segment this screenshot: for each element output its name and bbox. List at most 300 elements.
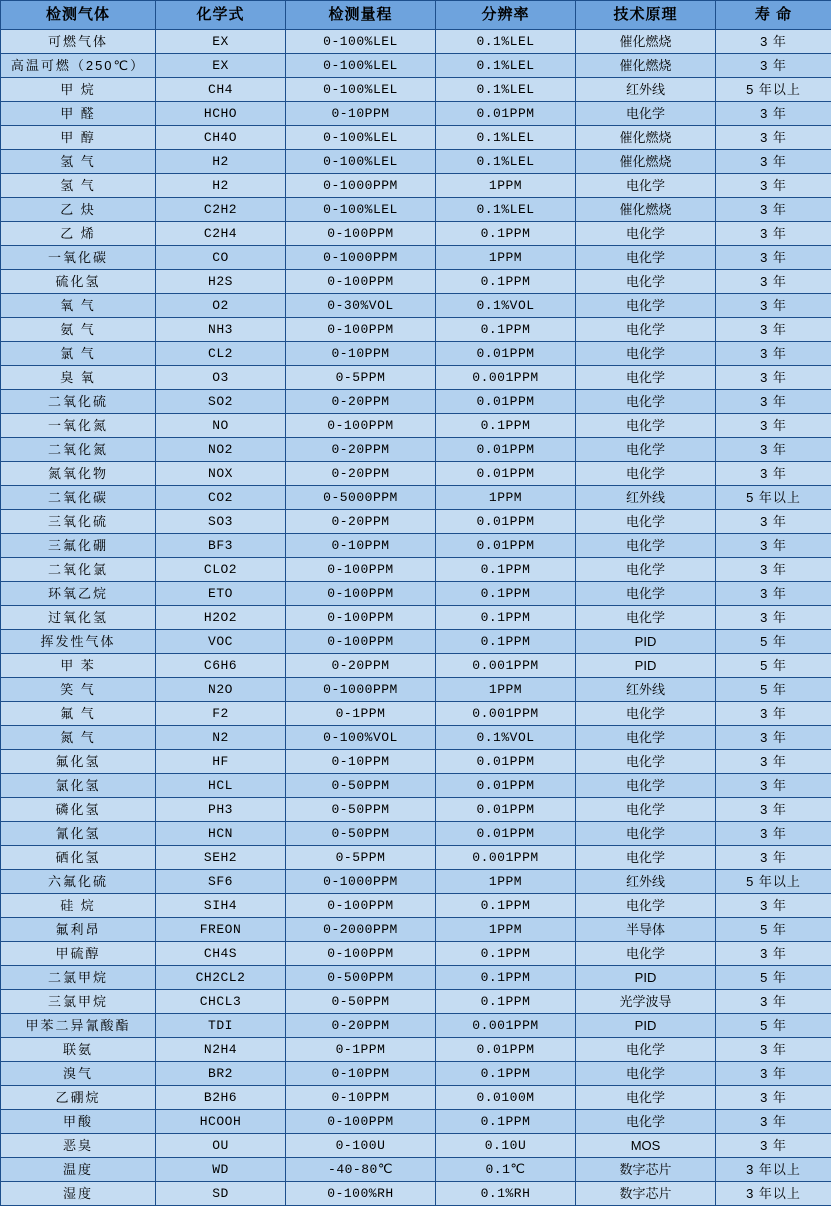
cell-gas: 氮 气 [1, 726, 156, 750]
table-row [1, 294, 831, 318]
cell-formula: C2H4 [156, 222, 286, 246]
cell-range: 0-100PPM [286, 630, 436, 654]
cell-principle: 电化学 [576, 942, 716, 966]
cell-gas: 挥发性气体 [1, 630, 156, 654]
table-row [1, 1038, 831, 1062]
cell-principle: 半导体 [576, 918, 716, 942]
cell-range: 0-10PPM [286, 342, 436, 366]
cell-gas: 氟化氢 [1, 750, 156, 774]
cell-resolution: 0.1%LEL [436, 150, 576, 174]
cell-resolution: 0.01PPM [436, 390, 576, 414]
table-row [1, 126, 831, 150]
cell-principle: 电化学 [576, 894, 716, 918]
cell-principle: 电化学 [576, 702, 716, 726]
cell-resolution: 0.1%VOL [436, 726, 576, 750]
cell-lifetime: 3 年 [716, 942, 831, 966]
cell-principle: 红外线 [576, 486, 716, 510]
cell-principle: 电化学 [576, 750, 716, 774]
cell-range: 0-10PPM [286, 534, 436, 558]
cell-lifetime: 5 年 [716, 678, 831, 702]
table-row [1, 1110, 831, 1134]
cell-formula: VOC [156, 630, 286, 654]
cell-resolution: 0.01PPM [436, 750, 576, 774]
cell-gas: 氰化氢 [1, 822, 156, 846]
cell-range: 0-20PPM [286, 462, 436, 486]
table-body [1, 30, 831, 1206]
cell-lifetime: 3 年 [716, 126, 831, 150]
cell-range: 0-1PPM [286, 702, 436, 726]
table-row [1, 894, 831, 918]
cell-formula: H2 [156, 174, 286, 198]
cell-formula: B2H6 [156, 1086, 286, 1110]
table-row [1, 174, 831, 198]
cell-resolution: 0.1PPM [436, 1110, 576, 1134]
cell-range: 0-10PPM [286, 1062, 436, 1086]
cell-lifetime: 3 年 [716, 534, 831, 558]
cell-gas: 联氨 [1, 1038, 156, 1062]
cell-resolution: 0.001PPM [436, 654, 576, 678]
cell-formula: CH4 [156, 78, 286, 102]
cell-principle: PID [576, 630, 716, 654]
cell-formula: O3 [156, 366, 286, 390]
cell-principle: 电化学 [576, 1062, 716, 1086]
table-row [1, 1014, 831, 1038]
table-row [1, 582, 831, 606]
cell-gas: 氢 气 [1, 150, 156, 174]
cell-range: 0-1000PPM [286, 870, 436, 894]
cell-range: 0-100%LEL [286, 150, 436, 174]
table-row [1, 918, 831, 942]
cell-principle: 电化学 [576, 726, 716, 750]
cell-resolution: 0.0100M [436, 1086, 576, 1110]
cell-range: 0-500PPM [286, 966, 436, 990]
cell-gas: 恶臭 [1, 1134, 156, 1158]
cell-principle: 电化学 [576, 1086, 716, 1110]
cell-formula: SF6 [156, 870, 286, 894]
table-row [1, 798, 831, 822]
cell-formula: CO [156, 246, 286, 270]
table-row [1, 822, 831, 846]
cell-principle: 数字芯片 [576, 1182, 716, 1206]
cell-range: 0-20PPM [286, 654, 436, 678]
cell-formula: HCL [156, 774, 286, 798]
cell-principle: 电化学 [576, 774, 716, 798]
cell-resolution: 0.10U [436, 1134, 576, 1158]
cell-formula: N2O [156, 678, 286, 702]
cell-gas: 一氧化碳 [1, 246, 156, 270]
cell-gas: 氯 气 [1, 342, 156, 366]
cell-formula: CH4S [156, 942, 286, 966]
cell-range: 0-10PPM [286, 750, 436, 774]
table-row [1, 342, 831, 366]
cell-principle: 电化学 [576, 102, 716, 126]
cell-range: 0-50PPM [286, 990, 436, 1014]
cell-range: 0-100PPM [286, 942, 436, 966]
cell-gas: 乙 炔 [1, 198, 156, 222]
cell-range: 0-100%LEL [286, 78, 436, 102]
cell-range: 0-100PPM [286, 1110, 436, 1134]
cell-gas: 硫化氢 [1, 270, 156, 294]
cell-lifetime: 3 年 [716, 414, 831, 438]
table-row [1, 654, 831, 678]
cell-gas: 二氧化氯 [1, 558, 156, 582]
cell-formula: TDI [156, 1014, 286, 1038]
cell-range: 0-100PPM [286, 318, 436, 342]
cell-range: 0-100PPM [286, 582, 436, 606]
cell-principle: 红外线 [576, 78, 716, 102]
cell-formula: BR2 [156, 1062, 286, 1086]
cell-gas: 氯化氢 [1, 774, 156, 798]
cell-lifetime: 3 年 [716, 222, 831, 246]
table-row [1, 966, 831, 990]
cell-resolution: 0.01PPM [436, 342, 576, 366]
cell-resolution: 0.1PPM [436, 966, 576, 990]
cell-gas: 过氧化氢 [1, 606, 156, 630]
cell-formula: HCN [156, 822, 286, 846]
cell-gas: 湿度 [1, 1182, 156, 1206]
cell-lifetime: 3 年 [716, 582, 831, 606]
table-row [1, 606, 831, 630]
cell-lifetime: 3 年 [716, 174, 831, 198]
table-row [1, 702, 831, 726]
cell-range: 0-100%RH [286, 1182, 436, 1206]
cell-gas: 甲苯二异氰酸酯 [1, 1014, 156, 1038]
table-row [1, 750, 831, 774]
cell-lifetime: 3 年 [716, 510, 831, 534]
cell-formula: H2S [156, 270, 286, 294]
cell-principle: 催化燃烧 [576, 198, 716, 222]
cell-principle: 电化学 [576, 510, 716, 534]
cell-gas: 二氧化硫 [1, 390, 156, 414]
cell-gas: 高温可燃（250℃） [1, 54, 156, 78]
table-row [1, 366, 831, 390]
cell-range: 0-10PPM [286, 102, 436, 126]
table-row [1, 54, 831, 78]
cell-formula: FREON [156, 918, 286, 942]
table-row [1, 486, 831, 510]
cell-range: 0-100%LEL [286, 54, 436, 78]
cell-principle: PID [576, 966, 716, 990]
cell-range: 0-5PPM [286, 846, 436, 870]
cell-formula: C6H6 [156, 654, 286, 678]
cell-formula: SO3 [156, 510, 286, 534]
cell-range: 0-50PPM [286, 774, 436, 798]
cell-formula: SO2 [156, 390, 286, 414]
cell-principle: 催化燃烧 [576, 150, 716, 174]
cell-lifetime: 5 年 [716, 654, 831, 678]
cell-range: 0-2000PPM [286, 918, 436, 942]
cell-lifetime: 3 年 [716, 702, 831, 726]
cell-gas: 二氧化碳 [1, 486, 156, 510]
cell-principle: 电化学 [576, 822, 716, 846]
cell-range: 0-1000PPM [286, 174, 436, 198]
cell-principle: 催化燃烧 [576, 30, 716, 54]
cell-formula: BF3 [156, 534, 286, 558]
cell-range: 0-100PPM [286, 558, 436, 582]
cell-principle: 电化学 [576, 414, 716, 438]
cell-range: 0-50PPM [286, 822, 436, 846]
table-row [1, 78, 831, 102]
cell-lifetime: 5 年 [716, 630, 831, 654]
cell-resolution: 0.1℃ [436, 1158, 576, 1182]
column-header-gas: 检测气体 [1, 1, 156, 30]
cell-resolution: 0.001PPM [436, 366, 576, 390]
table-row [1, 870, 831, 894]
table-row [1, 678, 831, 702]
cell-resolution: 0.1%LEL [436, 78, 576, 102]
cell-principle: 电化学 [576, 582, 716, 606]
table-header-row [1, 1, 831, 30]
table-row [1, 1134, 831, 1158]
cell-range: 0-100U [286, 1134, 436, 1158]
table-row [1, 846, 831, 870]
cell-formula: EX [156, 30, 286, 54]
cell-gas: 氟利昂 [1, 918, 156, 942]
table-row [1, 558, 831, 582]
cell-range: 0-100PPM [286, 894, 436, 918]
table-row [1, 774, 831, 798]
cell-formula: CH2CL2 [156, 966, 286, 990]
cell-principle: 电化学 [576, 270, 716, 294]
cell-resolution: 0.1%LEL [436, 126, 576, 150]
column-header-lifetime: 寿 命 [716, 1, 831, 30]
cell-resolution: 0.1PPM [436, 582, 576, 606]
cell-resolution: 0.1%RH [436, 1182, 576, 1206]
cell-formula: NOX [156, 462, 286, 486]
cell-gas: 氟 气 [1, 702, 156, 726]
cell-principle: 电化学 [576, 174, 716, 198]
table-row [1, 270, 831, 294]
cell-resolution: 0.1PPM [436, 318, 576, 342]
table-row [1, 630, 831, 654]
cell-gas: 甲 苯 [1, 654, 156, 678]
cell-gas: 溴气 [1, 1062, 156, 1086]
cell-range: 0-20PPM [286, 438, 436, 462]
table-row [1, 414, 831, 438]
cell-formula: HCOOH [156, 1110, 286, 1134]
cell-resolution: 0.1%LEL [436, 30, 576, 54]
cell-lifetime: 3 年以上 [716, 1182, 831, 1206]
cell-principle: 数字芯片 [576, 1158, 716, 1182]
cell-principle: 电化学 [576, 222, 716, 246]
cell-lifetime: 3 年 [716, 294, 831, 318]
cell-formula: SEH2 [156, 846, 286, 870]
cell-resolution: 0.01PPM [436, 774, 576, 798]
cell-lifetime: 3 年 [716, 270, 831, 294]
cell-range: -40-80℃ [286, 1158, 436, 1182]
cell-range: 0-5000PPM [286, 486, 436, 510]
cell-resolution: 0.1%LEL [436, 198, 576, 222]
cell-range: 0-100PPM [286, 270, 436, 294]
cell-lifetime: 3 年 [716, 1038, 831, 1062]
cell-lifetime: 3 年 [716, 822, 831, 846]
cell-gas: 甲 烷 [1, 78, 156, 102]
cell-principle: 电化学 [576, 294, 716, 318]
table-row [1, 942, 831, 966]
cell-resolution: 0.01PPM [436, 462, 576, 486]
cell-gas: 甲硫醇 [1, 942, 156, 966]
cell-gas: 三氟化硼 [1, 534, 156, 558]
table-row [1, 390, 831, 414]
cell-range: 0-100%LEL [286, 30, 436, 54]
cell-gas: 可燃气体 [1, 30, 156, 54]
cell-gas: 三氯甲烷 [1, 990, 156, 1014]
table-row [1, 1086, 831, 1110]
cell-range: 0-100PPM [286, 606, 436, 630]
table-row [1, 726, 831, 750]
cell-principle: 电化学 [576, 318, 716, 342]
cell-principle: 电化学 [576, 462, 716, 486]
cell-resolution: 1PPM [436, 918, 576, 942]
cell-principle: 电化学 [576, 342, 716, 366]
cell-principle: 电化学 [576, 558, 716, 582]
cell-range: 0-20PPM [286, 1014, 436, 1038]
cell-principle: 电化学 [576, 438, 716, 462]
cell-lifetime: 3 年 [716, 438, 831, 462]
cell-resolution: 1PPM [436, 174, 576, 198]
cell-formula: F2 [156, 702, 286, 726]
column-header-formula: 化学式 [156, 1, 286, 30]
table-header [1, 1, 831, 30]
cell-range: 0-100%LEL [286, 126, 436, 150]
cell-gas: 温度 [1, 1158, 156, 1182]
cell-gas: 硒化氢 [1, 846, 156, 870]
cell-gas: 三氧化硫 [1, 510, 156, 534]
cell-range: 0-1000PPM [286, 246, 436, 270]
cell-lifetime: 5 年 [716, 966, 831, 990]
cell-gas: 二氧化氮 [1, 438, 156, 462]
cell-formula: N2H4 [156, 1038, 286, 1062]
cell-lifetime: 3 年 [716, 1062, 831, 1086]
cell-gas: 氮氧化物 [1, 462, 156, 486]
cell-lifetime: 3 年 [716, 198, 831, 222]
cell-lifetime: 5 年以上 [716, 486, 831, 510]
cell-formula: HF [156, 750, 286, 774]
cell-formula: C2H2 [156, 198, 286, 222]
table-row [1, 462, 831, 486]
cell-formula: NO2 [156, 438, 286, 462]
cell-formula: H2O2 [156, 606, 286, 630]
cell-lifetime: 3 年 [716, 462, 831, 486]
cell-principle: PID [576, 654, 716, 678]
cell-formula: CLO2 [156, 558, 286, 582]
cell-lifetime: 5 年 [716, 918, 831, 942]
cell-lifetime: 3 年 [716, 150, 831, 174]
cell-formula: CH4O [156, 126, 286, 150]
cell-resolution: 0.1PPM [436, 942, 576, 966]
cell-lifetime: 3 年 [716, 1134, 831, 1158]
cell-resolution: 0.1%LEL [436, 54, 576, 78]
cell-range: 0-100%VOL [286, 726, 436, 750]
cell-lifetime: 3 年 [716, 798, 831, 822]
cell-resolution: 0.1PPM [436, 270, 576, 294]
cell-range: 0-1PPM [286, 1038, 436, 1062]
cell-gas: 臭 氧 [1, 366, 156, 390]
table-row [1, 534, 831, 558]
cell-gas: 甲酸 [1, 1110, 156, 1134]
cell-lifetime: 3 年 [716, 558, 831, 582]
cell-principle: 红外线 [576, 678, 716, 702]
cell-gas: 环氧乙烷 [1, 582, 156, 606]
cell-resolution: 0.1PPM [436, 990, 576, 1014]
table-row [1, 150, 831, 174]
cell-range: 0-20PPM [286, 390, 436, 414]
cell-resolution: 1PPM [436, 678, 576, 702]
cell-lifetime: 3 年 [716, 342, 831, 366]
cell-resolution: 0.1PPM [436, 222, 576, 246]
cell-lifetime: 3 年 [716, 990, 831, 1014]
cell-resolution: 0.001PPM [436, 846, 576, 870]
cell-resolution: 1PPM [436, 870, 576, 894]
cell-lifetime: 3 年 [716, 606, 831, 630]
table-row [1, 438, 831, 462]
cell-lifetime: 3 年 [716, 750, 831, 774]
cell-gas: 乙硼烷 [1, 1086, 156, 1110]
cell-resolution: 0.001PPM [436, 702, 576, 726]
cell-resolution: 0.1%VOL [436, 294, 576, 318]
cell-lifetime: 3 年 [716, 318, 831, 342]
cell-lifetime: 3 年 [716, 102, 831, 126]
cell-range: 0-30%VOL [286, 294, 436, 318]
cell-principle: 电化学 [576, 1038, 716, 1062]
cell-lifetime: 3 年 [716, 1086, 831, 1110]
cell-principle: MOS [576, 1134, 716, 1158]
cell-resolution: 0.01PPM [436, 822, 576, 846]
column-header-range: 检测量程 [286, 1, 436, 30]
cell-formula: HCHO [156, 102, 286, 126]
cell-lifetime: 3 年以上 [716, 1158, 831, 1182]
cell-gas: 甲 醇 [1, 126, 156, 150]
cell-range: 0-20PPM [286, 510, 436, 534]
cell-principle: 电化学 [576, 366, 716, 390]
cell-formula: NO [156, 414, 286, 438]
cell-resolution: 0.1PPM [436, 894, 576, 918]
cell-resolution: 0.1PPM [436, 558, 576, 582]
cell-lifetime: 5 年以上 [716, 78, 831, 102]
table-row [1, 198, 831, 222]
cell-gas: 氢 气 [1, 174, 156, 198]
cell-range: 0-50PPM [286, 798, 436, 822]
cell-lifetime: 3 年 [716, 1110, 831, 1134]
table-row [1, 990, 831, 1014]
cell-formula: NH3 [156, 318, 286, 342]
table-row [1, 222, 831, 246]
cell-principle: 催化燃烧 [576, 126, 716, 150]
cell-lifetime: 3 年 [716, 30, 831, 54]
cell-lifetime: 3 年 [716, 894, 831, 918]
cell-lifetime: 3 年 [716, 390, 831, 414]
cell-formula: N2 [156, 726, 286, 750]
cell-range: 0-100%LEL [286, 198, 436, 222]
cell-gas: 甲 醛 [1, 102, 156, 126]
cell-resolution: 0.01PPM [436, 510, 576, 534]
cell-resolution: 0.1PPM [436, 1062, 576, 1086]
cell-gas: 笑 气 [1, 678, 156, 702]
cell-range: 0-100PPM [286, 222, 436, 246]
cell-gas: 乙 烯 [1, 222, 156, 246]
cell-formula: CHCL3 [156, 990, 286, 1014]
cell-principle: 电化学 [576, 846, 716, 870]
cell-principle: 红外线 [576, 870, 716, 894]
cell-resolution: 0.01PPM [436, 1038, 576, 1062]
cell-principle: PID [576, 1014, 716, 1038]
cell-resolution: 0.1PPM [436, 630, 576, 654]
cell-lifetime: 5 年以上 [716, 870, 831, 894]
cell-gas: 氧 气 [1, 294, 156, 318]
cell-gas: 六氟化硫 [1, 870, 156, 894]
cell-gas: 磷化氢 [1, 798, 156, 822]
cell-formula: EX [156, 54, 286, 78]
